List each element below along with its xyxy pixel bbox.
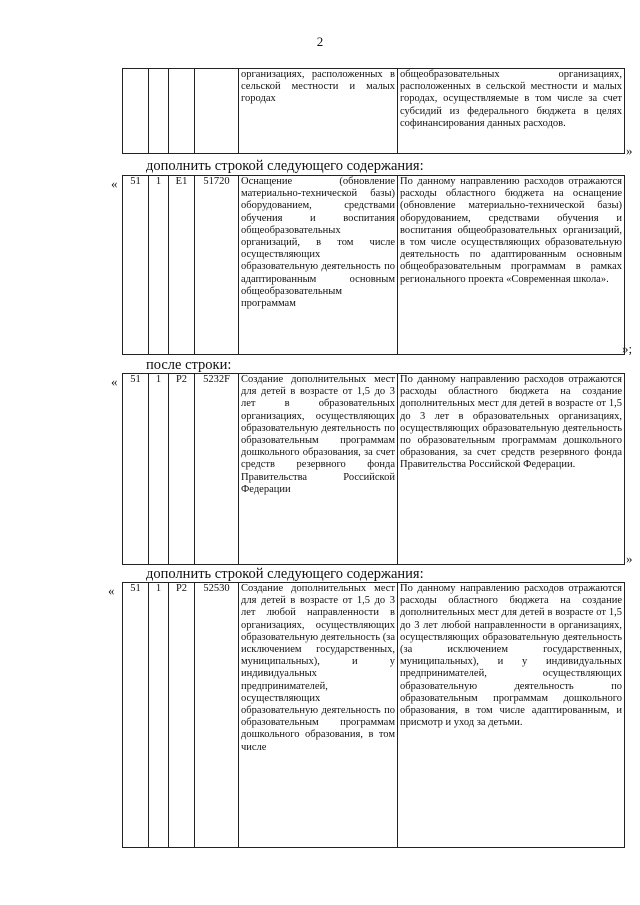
code-cell: Е1 (169, 176, 195, 355)
table-row (122, 68, 625, 154)
explanation-cell: общеобразовательных организациях, расположенных в сельской местности и малых городах, осуществляемые в том числе за счет субсидий из федерального бюджета в целях софинансирования данных расходов. (398, 69, 625, 154)
code-cell (169, 69, 195, 154)
code-cell: 51 (123, 583, 149, 848)
amendment-heading: после строки: (146, 357, 232, 373)
code-cell (149, 69, 169, 154)
closing-quote: »; (622, 341, 633, 356)
code-cell: 1 (149, 374, 169, 565)
code-cell: 51 (123, 176, 149, 355)
description-cell: Оснащение (обновление материально-технической базы) оборудованием, средствами обучения и воспитания общеобразовательных организаций, в том числе осуществляющих образовательную деятельность по адаптированным основным общеобразовательным программам (239, 176, 398, 355)
code-cell (123, 69, 149, 154)
code-cell: Р2 (169, 374, 195, 565)
opening-quote: « (111, 176, 118, 191)
explanation-cell: По данному направлению расходов отражаются расходы областного бюджета на создание дополнительных мест для детей в возрасте от 1,5 до 3 лет в образовательных организациях, осуществляющих образовательную деятельность по образовательным программам дошкольного образования, за счет средств резервного фонда Правительства Российской Федерации. (398, 374, 625, 565)
code-cell: 51 (123, 374, 149, 565)
amendment-heading: дополнить строкой следующего содержания: (146, 566, 424, 582)
explanation-cell: По данному направлению расходов отражаются расходы областного бюджета на создание дополнительных мест для детей в возрасте от 1,5 до 3 лет любой направленности в организациях, осуществляющих образовательную деятельность (за исключением государственных, муниципальных), и у индивидуальных предпринимателей, осуществляющих образовательную деятельность по образовательным программам дошкольного образования, в том числе адаптированным, и присмотр и уход за детьми. (398, 583, 625, 848)
closing-quote: » (626, 143, 633, 158)
code-cell: Р2 (169, 583, 195, 848)
description-cell: организациях, расположенных в сельской местности и малых городах (239, 69, 398, 154)
description-cell: Создание дополнительных мест для детей в возрасте от 1,5 до 3 лет в образовательных организациях, осуществляющих образовательную деятельность по образовательным программам дошкольного образования, за счет средств резервного фонда Правительства Российской Федерации (239, 374, 398, 565)
description-cell: Создание дополнительных мест для детей в возрасте от 1,5 до 3 лет любой направленности в организациях, осуществляющих образовательную деятельность (за исключением государственных, муниципальных), и у индивидуальных предпринимателей, осуществляющих образовательную деятельность по образовательным программам дошкольного образования, в том числе (239, 583, 398, 848)
table-row (122, 373, 625, 565)
code-cell: 51720 (195, 176, 239, 355)
amendment-heading: дополнить строкой следующего содержания: (146, 158, 424, 174)
code-cell (195, 69, 239, 154)
code-cell: 5232F (195, 374, 239, 565)
opening-quote: « (111, 374, 118, 389)
table-row (122, 582, 625, 848)
code-cell: 1 (149, 176, 169, 355)
table-row (122, 175, 625, 355)
page-number: 2 (316, 34, 324, 49)
code-cell: 52530 (195, 583, 239, 848)
explanation-cell: По данному направлению расходов отражаются расходы областного бюджета на оснащение (обновление материально-технической базы) оборудованием, средствами обучения и воспитания общеобразовательных организаций, в том числе осуществляющих образовательную деятельность по адаптированным основным общеобразовательным программам в рамках регионального проекта «Современная школа». (398, 176, 625, 355)
opening-quote: « (108, 583, 115, 598)
closing-quote: » (626, 551, 633, 566)
code-cell: 1 (149, 583, 169, 848)
